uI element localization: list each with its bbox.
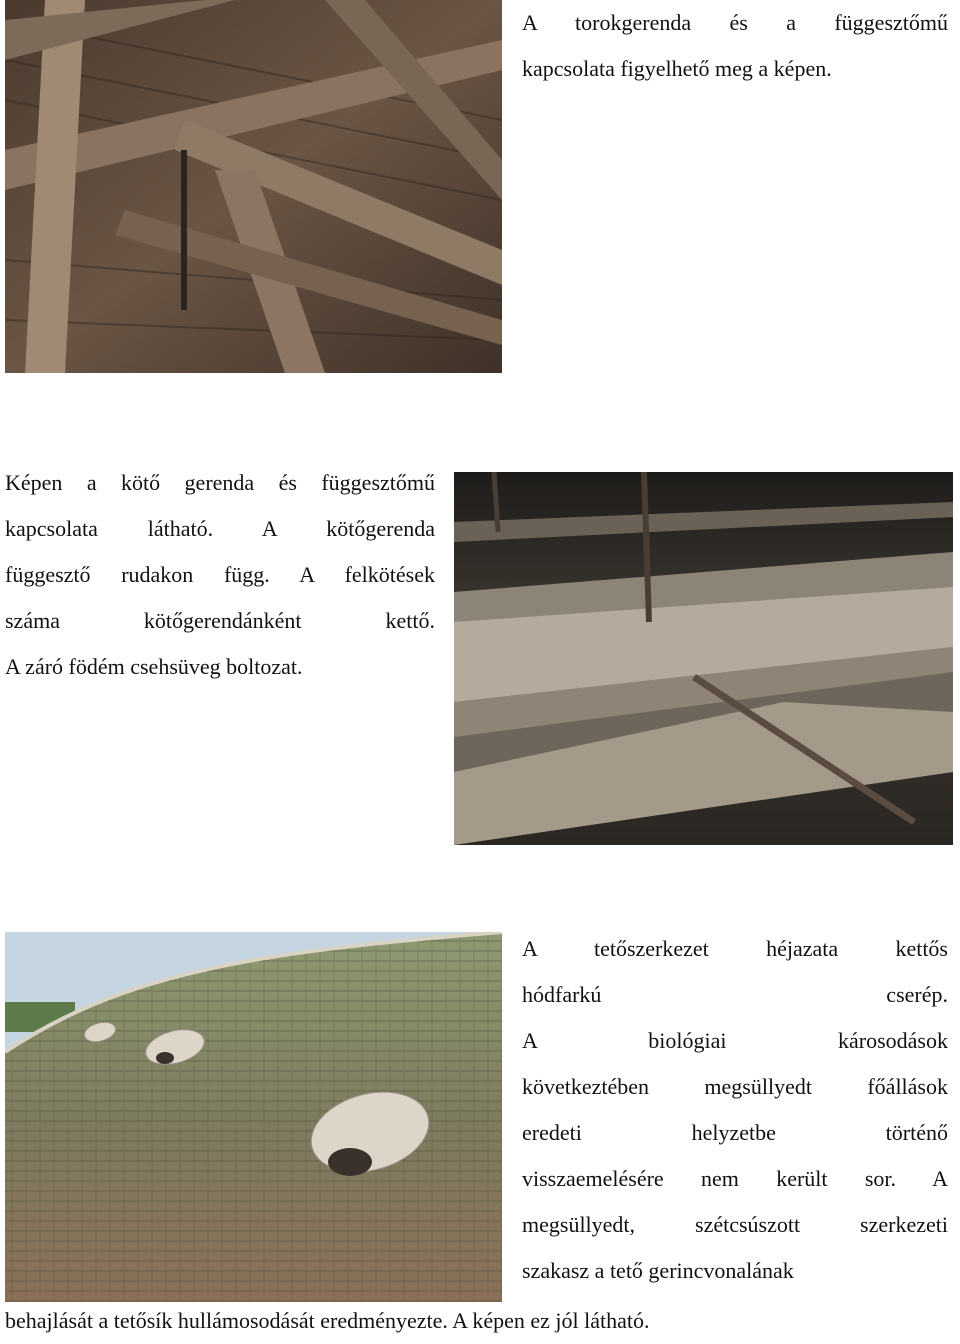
caption-line: eredeti helyzetbe történő: [522, 1120, 948, 1145]
roof-truss-photo: [5, 0, 502, 373]
caption-line: függesztő rudakon függ. A felkötések: [5, 562, 435, 587]
caption-line: következtében megsüllyedt főállások: [522, 1074, 948, 1099]
caption-line: visszaemelésére nem került sor. A: [522, 1166, 948, 1191]
caption-line: száma kötőgerendánként kettő.: [5, 608, 435, 633]
caption-line: A záró födém csehsüveg boltozat.: [5, 654, 303, 679]
caption-line: hódfarkú cserép.: [522, 982, 948, 1007]
tiled-roof-photo: [5, 932, 502, 1302]
roof-caption-continuation: behajlását a tetősík hullámosodását eredményezte. A képen ez jól látható.: [5, 1308, 650, 1333]
caption-line: megsüllyedt, szétcsúszott szerkezeti: [522, 1212, 948, 1237]
roof-caption: [522, 926, 948, 1294]
truss-caption: [522, 0, 948, 92]
tie-beam-caption: [5, 460, 435, 690]
caption-line: szakasz a tető gerincvonalának: [522, 1258, 794, 1283]
caption-line: kapcsolata figyelhető meg a képen.: [522, 56, 832, 81]
caption-line: A biológiai károsodások: [522, 1028, 948, 1053]
caption-line: kapcsolata látható. A kötőgerenda: [5, 516, 435, 541]
caption-line: A tetőszerkezet héjazata kettős: [522, 936, 948, 961]
caption-line: Képen a kötő gerenda és függesztőmű: [5, 470, 435, 495]
caption-line: A torokgerenda és a függesztőmű: [522, 10, 948, 35]
tie-beam-photo: [454, 472, 953, 845]
